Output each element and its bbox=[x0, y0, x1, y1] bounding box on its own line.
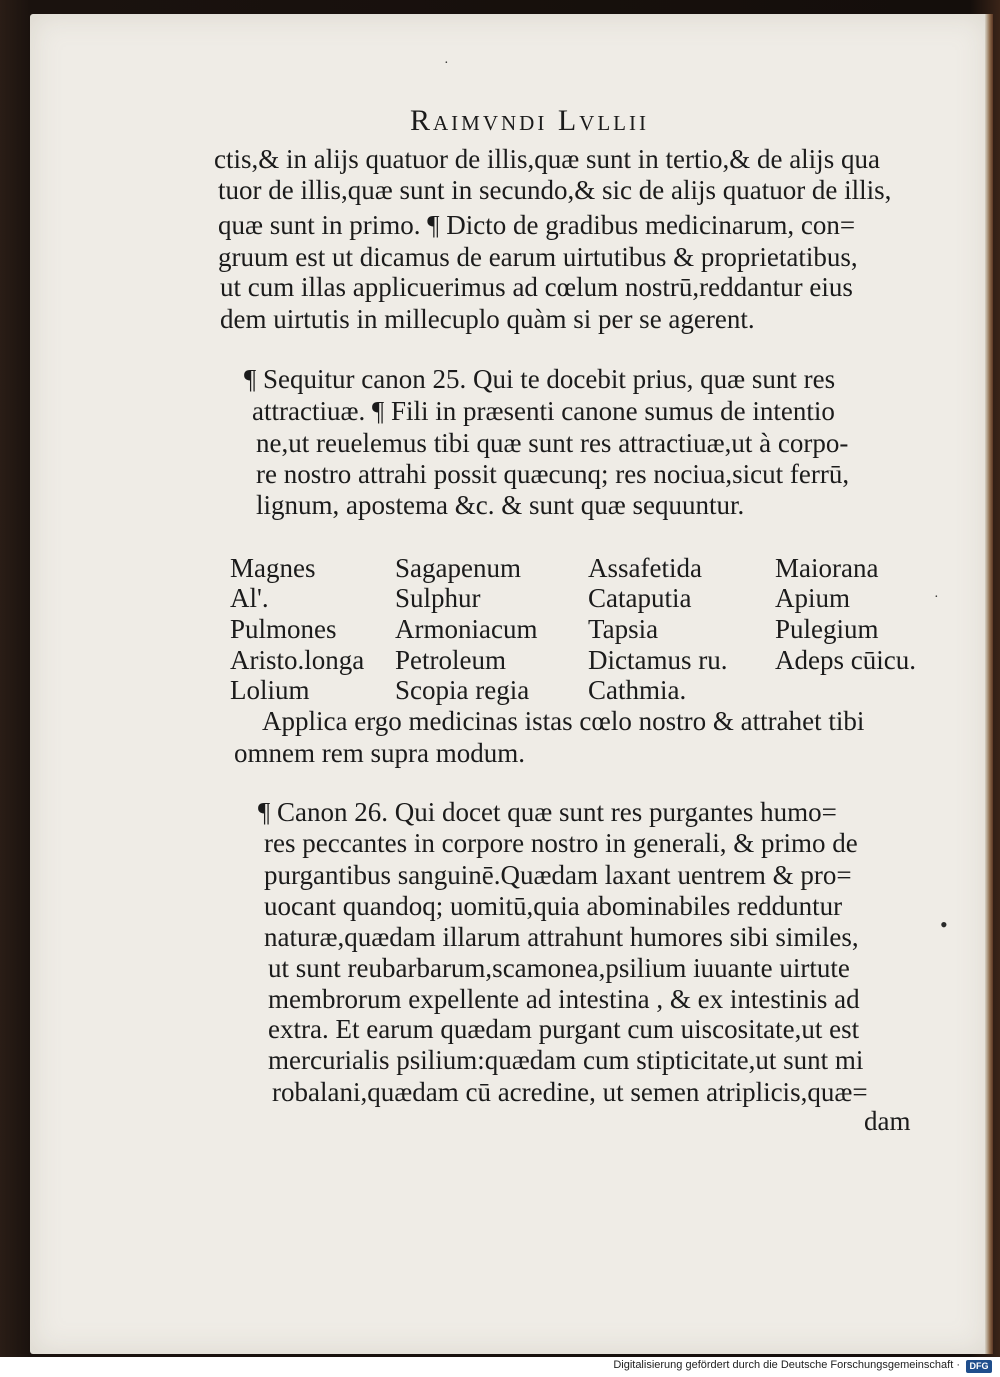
table-cell: Cataputia bbox=[588, 583, 692, 613]
text-line: attractiuæ. ¶ Fili in præsenti canone sumus de intentio bbox=[252, 396, 835, 426]
running-head: Raimvndi Lvllii bbox=[410, 104, 649, 137]
table-cell: Pulegium bbox=[775, 614, 879, 644]
table-cell: Sagapenum bbox=[395, 553, 521, 583]
table-cell: Cathmia. bbox=[588, 675, 687, 705]
text-line: ut sunt reubarbarum,scamonea,psilium iuuante uirtute bbox=[268, 953, 850, 983]
text-line: robalani,quædam cū acredine, ut semen atriplicis,quæ= bbox=[272, 1077, 868, 1107]
page-edge bbox=[985, 14, 993, 1354]
table-row bbox=[230, 675, 950, 705]
table-cell: Petroleum bbox=[395, 645, 506, 675]
text-line: ut cum illas applicuerimus ad cœlum nostrū,reddantur eius bbox=[220, 272, 853, 302]
text-line: dem uirtutis in millecuplo quàm si per se agerent. bbox=[220, 304, 755, 334]
table-row bbox=[230, 553, 950, 583]
footer-credit: Digitalisierung gefördert durch die Deutsche Forschungsgemeinschaft · bbox=[613, 1359, 960, 1371]
table-cell: Scopia regia bbox=[395, 675, 530, 705]
table-cell: Dictamus ru. bbox=[588, 645, 728, 675]
table-cell: Armoniacum bbox=[395, 614, 538, 644]
text-line: re nostro attrahi possit quæcunq; res nociua,sicut ferrū, bbox=[256, 459, 850, 489]
table-row bbox=[230, 645, 950, 675]
text-line: ¶ Canon 26. Qui docet quæ sunt res purgantes humo= bbox=[258, 797, 837, 827]
dfg-logo: DFG bbox=[966, 1360, 992, 1373]
text-line: quæ sunt in primo. ¶ Dicto de gradibus medicinarum, con= bbox=[218, 210, 856, 240]
text-line: ne,ut reuelemus tibi quæ sunt res attractiuæ,ut à corpo- bbox=[256, 428, 849, 458]
text-line: uocant quandoq; uomitū,quia abominabiles redduntur bbox=[264, 891, 843, 921]
table-cell: Pulmones bbox=[230, 614, 337, 644]
text-line: membrorum expellente ad intestina , & ex intestinis ad bbox=[268, 984, 860, 1014]
page-speck: · bbox=[444, 56, 449, 71]
ink-speck: · bbox=[934, 590, 939, 605]
table-cell: Maiorana bbox=[775, 553, 879, 583]
text-line: lignum, apostema &c. & sunt quæ sequuntur. bbox=[256, 490, 745, 520]
ink-spot: • bbox=[940, 912, 948, 937]
text-line: res peccantes in corpore nostro in generali, & primo de bbox=[264, 828, 858, 858]
table-cell: Adeps cūicu. bbox=[775, 645, 916, 675]
table-cell: Sulphur bbox=[395, 583, 481, 613]
table-cell: Magnes bbox=[230, 553, 316, 583]
footer-bar bbox=[0, 1357, 1000, 1377]
table-row bbox=[230, 583, 950, 613]
text-line: purgantibus sanguinē.Quædam laxant uentrem & pro= bbox=[264, 860, 852, 890]
table-cell: Apium bbox=[775, 583, 851, 613]
text-line: extra. Et earum quædam purgant cum uiscositate,ut est bbox=[268, 1014, 860, 1044]
table-cell: Tapsia bbox=[588, 614, 659, 644]
text-line: omnem rem supra modum. bbox=[234, 738, 525, 768]
text-line: naturæ,quædam illarum attrahunt humores sibi similes, bbox=[264, 922, 859, 952]
table-cell: Lolium bbox=[230, 675, 310, 705]
text-line: gruum est ut dicamus de earum uirtutibus & proprietatibus, bbox=[218, 242, 858, 272]
catchword: dam bbox=[864, 1106, 911, 1136]
text-line: ctis,& in alijs quatuor de illis,quæ sunt in tertio,& de alijs qua bbox=[214, 144, 880, 174]
table-cell: Al'. bbox=[230, 583, 269, 613]
text-line: mercurialis psilium:quædam cum stipticitate,ut sunt mi bbox=[268, 1045, 864, 1075]
text-line: ¶ Sequitur canon 25. Qui te docebit prius, quæ sunt res bbox=[244, 364, 836, 394]
text-line: tuor de illis,quæ sunt in secundo,& sic de alijs quatuor de illis, bbox=[218, 175, 892, 205]
table-row bbox=[230, 614, 950, 644]
text-line: Applica ergo medicinas istas cœlo nostro & attrahet tibi bbox=[262, 706, 865, 736]
table-cell: Assafetida bbox=[588, 553, 702, 583]
table-cell: Aristo.longa bbox=[230, 645, 365, 675]
